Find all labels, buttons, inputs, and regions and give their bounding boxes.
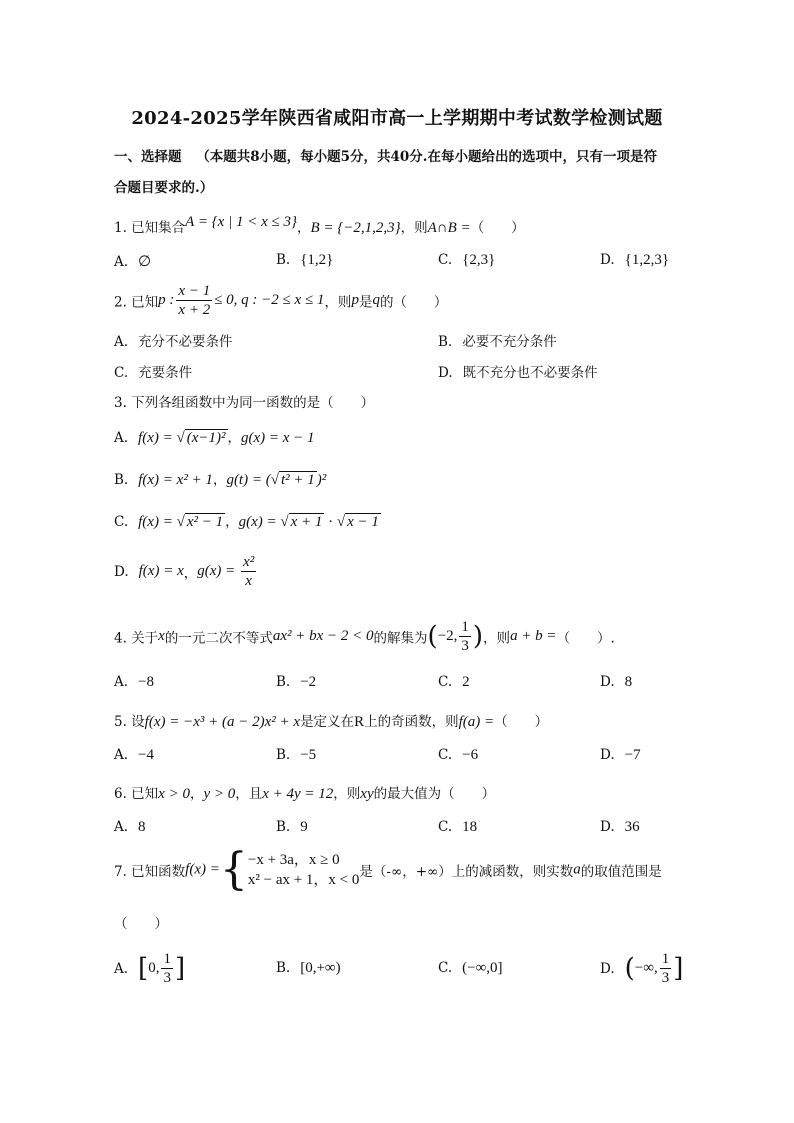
q3-d-f: f(x) = x: [138, 563, 184, 579]
q4-mid: 的一元二次不等式: [164, 630, 273, 647]
q4-option-c: [438, 674, 470, 691]
q6-option-b: [276, 819, 308, 836]
q1-option-c: [438, 252, 495, 269]
q1-expr: A∩B =: [427, 220, 471, 236]
q3-c-dot: ·: [324, 514, 337, 530]
q3-c-fsqrt: x² − 1: [186, 514, 224, 530]
q1-option-b: [276, 252, 333, 269]
q7-option-c: [438, 960, 503, 977]
q7-option-c-label: C.: [438, 960, 453, 976]
q6-option-b-text: 9: [300, 819, 308, 835]
q7-d-open: (: [624, 953, 635, 984]
q4-end: （ ）.: [556, 630, 615, 647]
q6-c2: y > 0: [203, 786, 236, 802]
q7-case2: x² − ax + 1，x < 0: [247, 872, 360, 888]
q6-option-d-text: 36: [624, 819, 640, 835]
q4-den: 3: [461, 638, 469, 654]
q4-option-d-text: 8: [624, 674, 633, 690]
q7-option-d-label: D.: [600, 960, 615, 977]
q1-set-a: A = {x | 1 < x ≤ 3}: [185, 214, 297, 230]
q3-a-g: g(x) = x − 1: [241, 430, 315, 446]
q2-mid: ，则: [324, 294, 352, 311]
q2-option-c: [114, 361, 192, 381]
q5-option-b: [276, 747, 316, 764]
q4-option-d-label: D.: [600, 674, 615, 690]
q2-frac-num: x − 1: [178, 283, 211, 299]
q5-option-b-label: B.: [276, 747, 291, 763]
q4-expr: a + b =: [510, 628, 557, 644]
question-6-stem: [114, 782, 495, 803]
q3-a-sep: ，: [227, 430, 241, 446]
q1-paren: （ ）: [470, 220, 525, 236]
q2-qv: q: [372, 292, 380, 308]
q5-option-a-label: A.: [114, 747, 129, 763]
q3-c-g: g(x) =: [238, 514, 281, 530]
q1-option-a: [114, 252, 151, 271]
q4-option-c-text: 2: [462, 674, 470, 690]
q3-b-f: f(x) = x² + 1: [138, 472, 213, 488]
question-5-stem: [114, 710, 548, 731]
q5-option-a-text: −4: [138, 747, 155, 763]
q2-p: p :: [158, 292, 175, 308]
q7-option-c-text: (−∞,0]: [462, 960, 503, 976]
q5-fa: f(a) =: [458, 714, 495, 730]
q3-option-c-label: C.: [114, 514, 129, 530]
q5-option-d-text: −7: [624, 747, 641, 763]
q1-post: ，则: [400, 220, 428, 236]
q4-option-b-text: −2: [300, 674, 317, 690]
q4-mid2: 的解集为: [373, 630, 428, 647]
q7-option-a-label: A.: [114, 960, 129, 977]
q6-mid2: ，则: [333, 786, 361, 802]
q4-option-a-label: A.: [114, 674, 129, 690]
q3-c-g1: x + 1: [290, 514, 323, 530]
question-7-stem: 7. 已知函数f(x) ={ −x + 3a，x ≥ 0 x² − ax + 1，x < 0 是（-∞，+∞）上的减函数，则实数a的取值范围是: [114, 844, 662, 895]
q7-option-d: [600, 950, 683, 987]
q3-option-b: B. f(x) = x² + 1，g(t) = (√ t² + 1 )²: [114, 472, 327, 488]
q2-option-c-label: C.: [114, 365, 129, 381]
q6-mid: ，且: [235, 786, 263, 802]
question-1-stem: [114, 216, 525, 237]
q2-mid2: 是: [358, 294, 373, 311]
q3-c-g2: x − 1: [347, 514, 379, 530]
q5-option-a: [114, 747, 154, 764]
q1-option-c-text: {2,3}: [462, 252, 496, 268]
q7-a-open: [: [138, 953, 149, 984]
q1-option-c-label: C.: [438, 252, 453, 268]
q1-option-a-label: A.: [114, 254, 129, 270]
q6-option-a-label: A.: [114, 819, 129, 835]
q6-option-c-label: C.: [438, 819, 453, 835]
q2-post: 的（ ）: [379, 294, 448, 311]
q2-option-a-text: 充分不必要条件: [138, 334, 233, 350]
q4-fraction: [459, 618, 471, 655]
q2-frac-den: x + 2: [178, 302, 211, 318]
q2-option-c-text: 充要条件: [138, 365, 193, 381]
q3-b-sep: ，: [212, 472, 227, 488]
q6-sep: ，: [189, 786, 204, 802]
q3-a-f: f(x) =: [138, 430, 177, 446]
q3-option-d: [114, 553, 258, 590]
q6-c1: x > 0: [158, 786, 190, 802]
q6-xy: xy: [360, 786, 374, 802]
q2-fraction: [176, 282, 212, 319]
q3-b-g: g(t) = (: [226, 472, 271, 488]
q4-xv: x: [158, 628, 165, 644]
q3-b-gend: )²: [316, 472, 327, 488]
q3-option-c: C. f(x) = √ x² − 1 ，g(x) = √ x + 1 · √ x − 1: [114, 514, 379, 530]
q7-a-fraction: [161, 950, 173, 987]
q3-d-num: x²: [243, 554, 255, 570]
q3-option-b-label: B.: [114, 472, 129, 488]
q4-option-a-text: −8: [138, 674, 155, 690]
q4-option-d: [600, 674, 632, 691]
q4-interval-a: −2,: [437, 628, 458, 644]
question-4-stem: 4. 关于x的一元二次不等式ax² + bx − 2 < 0的解集为(−2, $\frac{1}{3}$ )，则a + b =（ ）.: [114, 619, 615, 654]
q7-d-num: 1: [661, 951, 670, 967]
q2-option-a-label: A.: [114, 334, 129, 350]
question-2-stem: [114, 282, 447, 319]
q3-option-d-label: D.: [114, 563, 129, 580]
q2-pv: p: [351, 292, 359, 308]
q4-option-b: [276, 674, 316, 691]
q7-a-close: ]: [174, 953, 186, 984]
q2-option-d-text: 既不充分也不必要条件: [462, 365, 598, 381]
q1-option-a-text: ∅: [138, 254, 152, 270]
q6-option-a-text: 8: [138, 819, 146, 835]
q4-option-a: [114, 674, 154, 691]
q1-pre: 1. 已知集合: [114, 220, 186, 236]
q3-d-g: g(x) =: [197, 563, 240, 579]
q3-c-f: f(x) =: [138, 514, 177, 530]
q3-option-a-label: A.: [114, 430, 129, 446]
q2-option-b-label: B.: [438, 334, 453, 350]
q5-option-b-text: −5: [300, 747, 317, 763]
q2-option-d-label: D.: [438, 365, 453, 381]
q7-d-a: −∞,: [634, 960, 658, 976]
section-desc-line2: 合题目要求的.）: [114, 180, 214, 196]
q7-option-a: [114, 950, 185, 987]
q6-option-b-label: B.: [276, 819, 291, 835]
q3-option-a: A. f(x) = √ (x−1)² ，g(x) = x − 1: [114, 430, 315, 446]
q3-c-sep: ，: [225, 514, 239, 530]
q7-d-close: ]: [673, 953, 684, 984]
q7-option-b-text: [0,+∞): [300, 960, 341, 976]
q5-option-d: [600, 747, 641, 764]
q7-piecewise: [248, 850, 360, 890]
q3-d-den: x: [245, 573, 252, 589]
q4-num: 1: [461, 619, 469, 635]
q7-d-fraction: [660, 950, 672, 987]
q7-option-b: [276, 960, 341, 977]
q6-option-a: [114, 819, 146, 836]
q5-fx: f(x) = −x³ + (a − 2)x² + x: [144, 714, 301, 730]
section-heading-label: 一、选择题: [114, 149, 182, 165]
q3-d-sep: ，: [183, 565, 198, 582]
section-desc-line1: （本题共8小题，每小题5分，共40分.在每小题给出的选项中，只有一项是符: [196, 149, 657, 165]
q7-a-a: 0,: [148, 960, 160, 976]
q1-option-b-text: {1,2}: [300, 252, 334, 268]
q7-fx: f(x) =: [185, 861, 220, 878]
q3-a-fsqrt: (x−1)²: [186, 430, 226, 446]
q5-end: （ ）: [494, 714, 549, 730]
q1-option-d: [600, 252, 669, 269]
q7-a-num: 1: [163, 951, 171, 967]
q2-option-a: [114, 330, 233, 350]
q2-option-d: [438, 361, 598, 381]
q3-d-fraction: [241, 553, 256, 590]
exam-title: 2024-2025学年陕西省咸阳市高一上学期期中考试数学检测试题: [131, 108, 663, 129]
q7-mid: 是（-∞，+∞）上的减函数，则实数: [359, 864, 574, 880]
q5-mid: 是定义在: [300, 714, 355, 730]
question-3-stem: 3. 下列各组函数中为同一函数的是（ ）: [114, 395, 375, 411]
q1-option-d-label: D.: [600, 252, 615, 268]
q6-option-d-label: D.: [600, 819, 615, 835]
q5-option-d-label: D.: [600, 747, 615, 763]
q7-pre: 7. 已知函数: [114, 864, 186, 880]
q1-option-b-label: B.: [276, 252, 291, 268]
q2-option-b-text: 必要不充分条件: [462, 334, 557, 350]
q7-end: 的取值范围是: [580, 864, 662, 880]
q5-option-c: [438, 747, 478, 764]
q7-option-b-label: B.: [276, 960, 291, 976]
q7-line2: （ ）: [114, 916, 168, 932]
q4-option-b-label: B.: [276, 674, 291, 690]
q1-option-d-text: {1,2,3}: [624, 252, 670, 268]
q2-pre: 2. 已知: [114, 294, 159, 311]
q5-mid2: 上的奇函数，则: [364, 714, 459, 730]
section-heading: [114, 145, 686, 165]
q6-option-d: [600, 819, 640, 836]
q4-post: ，则: [483, 630, 511, 647]
q4-ineq: ax² + bx − 2 < 0: [272, 628, 374, 644]
q1-set-b: B = {−2,1,2,3}: [310, 220, 401, 236]
q2-cond: ≤ 0, q : −2 ≤ x ≤ 1: [214, 292, 325, 308]
q6-option-c-text: 18: [462, 819, 478, 835]
q5-pre: 5. 设: [114, 714, 145, 730]
q3-b-gsqrt: t² + 1: [280, 472, 315, 488]
q4-option-c-label: C.: [438, 674, 453, 690]
q5-option-c-label: C.: [438, 747, 453, 763]
q6-c3: x + 4y = 12: [262, 786, 334, 802]
q6-end: 的最大值为（ ）: [373, 786, 496, 802]
q2-option-b: [438, 330, 557, 350]
q7-case1: −x + 3a，x ≥ 0: [247, 852, 340, 868]
q6-pre: 6. 已知: [114, 786, 159, 802]
q7-av: a: [573, 861, 581, 878]
q6-option-c: [438, 819, 477, 836]
q7-d-den: 3: [661, 970, 670, 986]
q7-a-den: 3: [163, 970, 171, 986]
q5-option-c-text: −6: [462, 747, 479, 763]
q1-sep: ，: [296, 220, 311, 236]
q5-R: R: [354, 714, 365, 730]
q4-pre: 4. 关于: [114, 630, 159, 647]
